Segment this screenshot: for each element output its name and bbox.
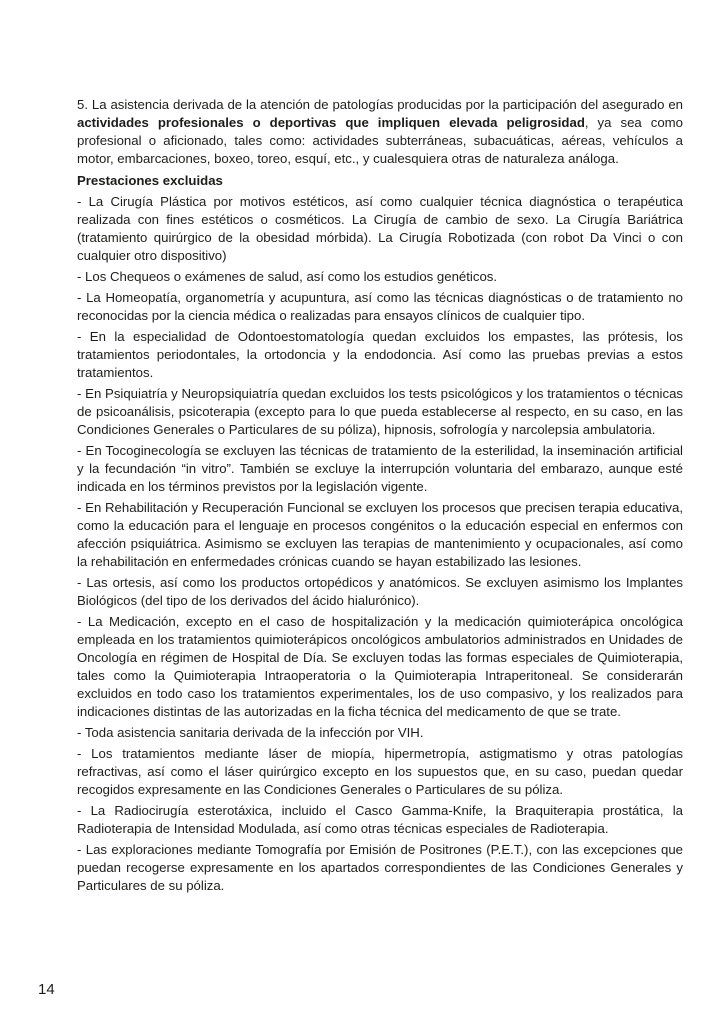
document-body: [77, 96, 683, 898]
exclusion-item: - Las exploraciones mediante Tomografía por Emisión de Positrones (P.E.T.), con las excepciones que puedan recogerse expresamente en los apartados correspondientes de las Condiciones Generales y Particulares de su póliza.: [77, 842, 683, 893]
exclusion-item: - En Psiquiatría y Neuropsiquiatría quedan excluidos los tests psicológicos y los tratamientos o técnicas de psicoanálisis, psicoterapia (excepto para lo que pueda establecerse al respecto, en su caso, en las Condiciones Generales o Particulares de su póliza), hipnosis, sofrología y narcolepsia ambulatoria.: [77, 386, 683, 437]
section-heading: Prestaciones excluidas: [77, 173, 223, 188]
intro-bold-text: actividades profesionales o deportivas que impliquen elevada peligrosidad: [77, 115, 585, 130]
exclusion-item: - La Cirugía Plástica por motivos estéticos, así como cualquier técnica diagnóstica o terapéutica realizada con fines estéticos o cosméticos. La Cirugía de cambio de sexo. La Cirugía Bariátrica (tratamiento quirúrgico de la obesidad mórbida). La Cirugía Robotizada (con robot Da Vinci o con cualquier otro dispositivo): [77, 194, 683, 263]
exclusion-item: - En Rehabilitación y Recuperación Funcional se excluyen los procesos que precisen terapia educativa, como la educación para el lenguaje en procesos congénitos o la educación especial en enfermos con afección psiquiátrica. Asimismo se excluyen las terapias de mantenimiento y ocupacionales, así como la rehabilitación en enfermedades crónicas cuando se hayan estabilizado las lesiones.: [77, 500, 683, 569]
intro-text-start: 5. La asistencia derivada de la atención de patologías producidas por la participación del asegurado en: [77, 97, 683, 112]
exclusion-item: - En Tocoginecología se excluyen las técnicas de tratamiento de la esterilidad, la inseminación artificial y la fecundación “in vitro”. También se excluye la interrupción voluntaria del embarazo, aunque esté indicada en los términos previstos por la legislación vigente.: [77, 443, 683, 494]
exclusion-item: - Los Chequeos o exámenes de salud, así como los estudios genéticos.: [77, 269, 498, 284]
exclusion-item: - La Radiocirugía esterotáxica, incluido el Casco Gamma-Knife, la Braquiterapia prostática, la Radioterapia de Intensidad Modulada, así como otras técnicas especiales de Radioterapia.: [77, 803, 683, 836]
exclusion-item: - La Homeopatía, organometría y acupuntura, así como las técnicas diagnósticas o de tratamiento no reconocidas por la ciencia médica o realizadas para ensayos clínicos de cualquier tipo.: [77, 290, 683, 323]
exclusion-item: - Toda asistencia sanitaria derivada de la infección por VIH.: [77, 725, 424, 740]
page-number: 14: [38, 981, 55, 998]
exclusion-item: - La Medicación, excepto en el caso de hospitalización y la medicación quimioterápica oncológica empleada en los tratamientos quimioterápicos oncológicos ambulatorios administrados en Unidades de Oncología en régimen de Hospital de Día. Se excluyen todas las formas especiales de Quimioterapia, tales como la Quimioterapia Intraoperatoria o la Quimioterapia Intraperitoneal. Se considerarán excluidos en todo caso los tratamientos experimentales, los de uso compasivo, y los realizados para indicaciones distintas de las autorizadas en la ficha técnica del medicamento de que se trate.: [77, 614, 683, 719]
intro-paragraph: [77, 96, 683, 168]
exclusion-item: - En la especialidad de Odontoestomatología quedan excluidos los empastes, las prótesis, los tratamientos periodontales, la ortodoncia y la endodoncia. Así como las pruebas previas a estos tratamientos.: [77, 329, 683, 380]
intro-text-end: , ya sea como profesional o aficionado, tales como: actividades subterráneas, subacuáticas, aéreas, vehículos a motor, embarcaciones, boxeo, toreo, esquí, etc., y cualesquiera otras de naturaleza análoga.: [77, 115, 683, 166]
exclusion-item: - Las ortesis, así como los productos ortopédicos y anatómicos. Se excluyen asimismo los Implantes Biológicos (del tipo de los derivados del ácido hialurónico).: [77, 575, 683, 608]
exclusion-item: - Los tratamientos mediante láser de miopía, hipermetropía, astigmatismo y otras patologías refractivas, así como el láser quirúrgico excepto en los supuestos que, en su caso, puedan quedar recogidos expresamente en las Condiciones Generales o Particulares de su póliza.: [77, 746, 683, 797]
